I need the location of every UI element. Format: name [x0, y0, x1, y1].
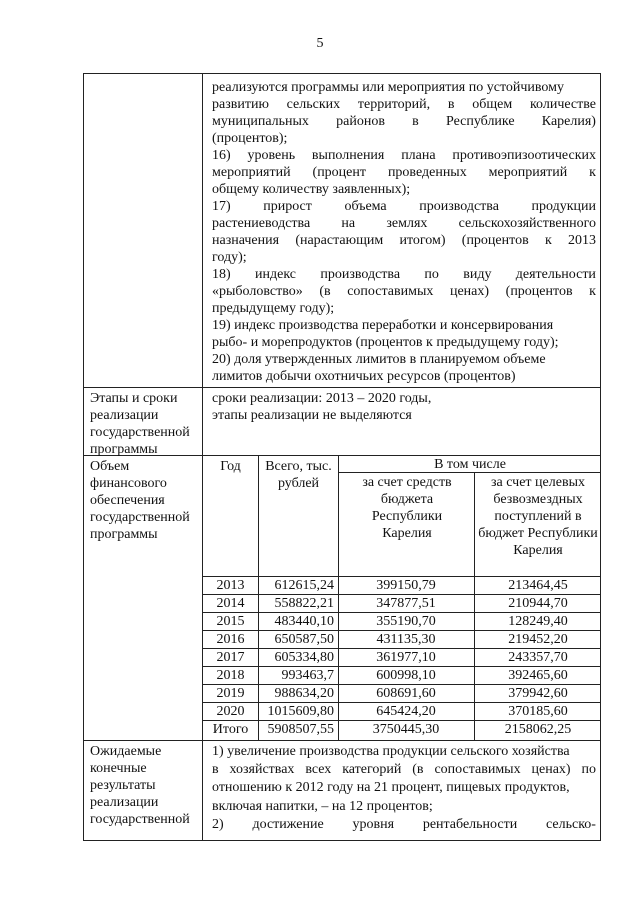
- text-line: отношению к 2012 году на 21 процент, пищевых продуктов,: [212, 780, 570, 796]
- word: ценах): [531, 762, 571, 778]
- word: производства: [419, 199, 499, 214]
- cell-budget: 3750445,30: [372, 722, 440, 737]
- word: 17): [212, 199, 231, 214]
- text-line: рыбо- и морепродуктов (процентов к предыдущему году);: [212, 335, 559, 350]
- cell-grants: 2158062,25: [504, 722, 572, 737]
- word: проведенных: [387, 165, 467, 180]
- word: 2): [212, 816, 224, 832]
- cell-year: 2014: [216, 596, 245, 611]
- cell-grants: 210944,70: [508, 596, 568, 611]
- cell-grants: 213464,45: [508, 578, 568, 593]
- cell-year: 2016: [216, 632, 245, 647]
- cell-budget: 355190,70: [376, 614, 436, 629]
- word: мероприятий: [212, 165, 291, 180]
- page-number: 5: [316, 36, 324, 51]
- word: (процент: [312, 165, 367, 180]
- word: Республике: [445, 114, 515, 129]
- word: по: [581, 762, 596, 778]
- cell-total: 1015609,80: [267, 704, 334, 719]
- stages-label: Этапы и сроки реализации государственной программы: [90, 391, 190, 457]
- word: прирост: [263, 199, 312, 214]
- word: развитию: [212, 97, 269, 112]
- cell-total: 993463,7: [281, 668, 334, 683]
- results-label: Ожидаемые конечные результаты реализации государственной: [90, 744, 190, 827]
- text-line: реализуются программы или мероприятия по устойчивому: [212, 80, 565, 95]
- cell-year: 2015: [216, 614, 245, 629]
- word: в: [447, 97, 455, 112]
- word: хозяйствах: [229, 762, 295, 778]
- word: по: [424, 267, 439, 282]
- word: противоэпизоотических: [452, 148, 596, 163]
- text-line: [212, 232, 596, 249]
- stages-note: этапы реализации не выделяются: [212, 408, 412, 423]
- text-line: 1) увеличение производства продукции сельского хозяйства: [212, 744, 570, 759]
- word: сопоставимых: [347, 284, 434, 299]
- text-line: 20) доля утвержденных лимитов в планируемом объеме: [212, 352, 546, 367]
- text-line: [212, 113, 596, 130]
- word: (в: [412, 762, 424, 778]
- word: ценах): [449, 284, 490, 299]
- word: виду: [463, 267, 492, 282]
- word: территорий,: [357, 97, 431, 112]
- cell-total: 558822,21: [274, 596, 334, 611]
- word: землях: [386, 216, 428, 231]
- text-line: [212, 761, 596, 778]
- word: сопоставимых: [434, 762, 521, 778]
- cell-total: 5908507,55: [267, 722, 334, 737]
- cell-budget: 600998,10: [376, 668, 436, 683]
- text-line: предыдущему году);: [212, 301, 335, 316]
- word: объема: [344, 199, 387, 214]
- text-line: [212, 215, 596, 232]
- text-line: [212, 266, 596, 283]
- text-line: 19) индекс производства переработки и консервирования: [212, 318, 554, 333]
- word: итогом): [399, 233, 446, 248]
- word: 18): [212, 267, 231, 282]
- row-divider: [83, 387, 601, 388]
- word: в: [212, 762, 219, 778]
- word: 16): [212, 148, 231, 163]
- cell-year: 2018: [216, 668, 245, 683]
- word: сельскохозяйственного: [458, 216, 596, 231]
- cell-year: 2017: [216, 650, 245, 665]
- text-line: [212, 96, 596, 113]
- text-line: лимитов добычи охотничьих ресурсов (процентов): [212, 369, 516, 384]
- cell-grants: 379942,60: [508, 686, 568, 701]
- word: всех: [305, 762, 332, 778]
- word: деятельности: [515, 267, 596, 282]
- cell-total: 483440,10: [274, 614, 334, 629]
- row-divider: [83, 740, 601, 741]
- word: сельских: [286, 97, 341, 112]
- cell-grants: 128249,40: [508, 614, 568, 629]
- word: растениеводства: [212, 216, 311, 231]
- cell-grants: 392465,60: [508, 668, 568, 683]
- header-budget: за счет средств бюджета Республики Карелия: [362, 475, 452, 541]
- word: к: [544, 233, 552, 248]
- text-line: году);: [212, 250, 247, 265]
- word: 2013: [568, 233, 596, 248]
- cell-total: 650587,50: [274, 632, 334, 647]
- cell-budget: 361977,10: [376, 650, 436, 665]
- cell-grants: 219452,20: [508, 632, 568, 647]
- word: достижение: [252, 816, 324, 832]
- word: продукции: [531, 199, 596, 214]
- header-total: Всего, тыс. рублей: [265, 459, 332, 491]
- word: районов: [336, 114, 385, 129]
- text-line: [212, 198, 596, 215]
- word: выполнения: [311, 148, 385, 163]
- text-line: (процентов);: [212, 131, 288, 146]
- cell-grants: 370185,60: [508, 704, 568, 719]
- word: муниципальных: [212, 114, 309, 129]
- text-line: включая напитки, – на 12 процентов;: [212, 798, 433, 814]
- cell-total: 612615,24: [274, 578, 334, 593]
- cell-total: 605334,80: [274, 650, 334, 665]
- word: к: [589, 165, 596, 180]
- word: на: [341, 216, 356, 231]
- word: назначения: [212, 233, 280, 248]
- word: мероприятий: [488, 165, 568, 180]
- word: уровня: [352, 816, 395, 832]
- text-line: общему количеству заявленных);: [212, 182, 411, 197]
- word: (процентов: [461, 233, 529, 248]
- word: плана: [401, 148, 436, 163]
- cell-budget: 347877,51: [376, 596, 436, 611]
- word: «рыболовство»: [212, 284, 303, 299]
- cell-year: 2013: [216, 578, 245, 593]
- header-year: Год: [220, 459, 241, 474]
- header-grants: за счет целевых безвозмездных поступлений в бюджет Республики Карелия: [478, 475, 598, 558]
- cell-year: Итого: [212, 722, 249, 737]
- word: производства: [320, 267, 401, 282]
- cell-budget: 399150,79: [376, 578, 436, 593]
- cell-year: 2019: [216, 686, 245, 701]
- cell-budget: 645424,20: [376, 704, 436, 719]
- cell-total: 988634,20: [274, 686, 334, 701]
- word: к: [589, 284, 596, 299]
- word: (процентов: [505, 284, 573, 299]
- word: Карелия): [541, 114, 596, 129]
- text-line: [212, 164, 596, 181]
- cell-grants: 243357,70: [508, 650, 568, 665]
- word: индекс: [255, 267, 296, 282]
- cell-budget: 431135,30: [376, 632, 436, 647]
- financing-label: Объем финансового обеспечения государственной программы: [90, 459, 190, 542]
- word: сельско-: [546, 816, 596, 832]
- word: количестве: [529, 97, 596, 112]
- word: общем: [472, 97, 513, 112]
- word: уровень: [247, 148, 296, 163]
- cell-budget: 608691,60: [376, 686, 436, 701]
- text-line: [212, 283, 596, 300]
- word: в: [412, 114, 419, 129]
- text-line: [212, 147, 596, 164]
- text-line: [212, 816, 596, 833]
- stages-period: сроки реализации: 2013 – 2020 годы,: [212, 391, 432, 406]
- cell-year: 2020: [216, 704, 245, 719]
- word: (нарастающим: [295, 233, 384, 248]
- word: категорий: [342, 762, 402, 778]
- word: (в: [319, 284, 331, 299]
- header-including: В том числе: [434, 457, 506, 472]
- word: рентабельности: [422, 816, 518, 832]
